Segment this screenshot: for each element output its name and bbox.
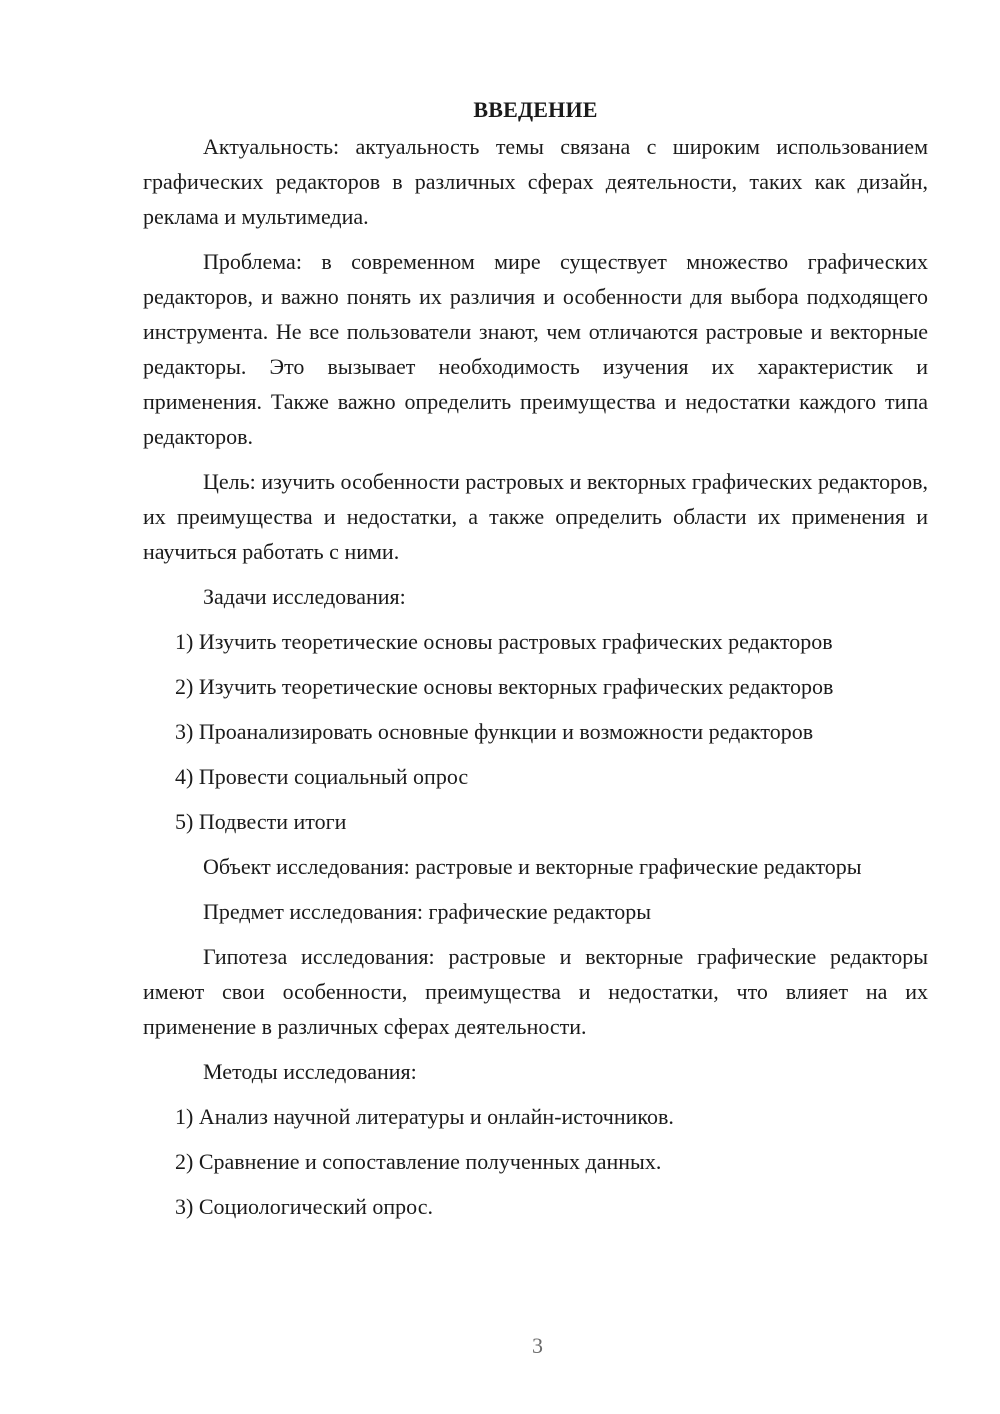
tasks-heading: Задачи исследования: (203, 584, 406, 609)
subject-paragraph: Предмет исследования: графические редакторы (203, 899, 652, 924)
list-item: 2) Изучить теоретические основы векторных графических редакторов (175, 674, 834, 699)
list-item: 3) Проанализировать основные функции и возможности редакторов (175, 719, 814, 744)
list-item: 1) Изучить теоретические основы растровых графических редакторов (175, 629, 833, 654)
tasks-list (143, 624, 928, 839)
problem-paragraph: Проблема: в современном мире существует множество графических редакторов, и важно понять их различия и особенности для выбора подходящего инструмента. Не все пользователи знают, чем отличаются растровые и векторные редакторы. Это вызывает необходимость изучения их характеристик и применения. Также важно определить преимущества и недостатки каждого типа редакторов. (143, 249, 928, 449)
object-paragraph: Объект исследования: растровые и векторные графические редакторы (203, 854, 862, 879)
document-page (143, 92, 928, 1234)
methods-heading: Методы исследования: (203, 1059, 417, 1084)
list-item: 1) Анализ научной литературы и онлайн-источников. (175, 1104, 674, 1129)
list-item: 2) Сравнение и сопоставление полученных данных. (175, 1149, 662, 1174)
list-item: 3) Социологический опрос. (175, 1194, 433, 1219)
page-number: 3 (532, 1333, 543, 1358)
methods-list (143, 1099, 928, 1224)
hypothesis-paragraph: Гипотеза исследования: растровые и векторные графические редакторы имеют свои особенности, преимущества и недостатки, что влияет на их применение в различных сферах деятельности. (143, 944, 928, 1039)
page-title: ВВЕДЕНИЕ (473, 97, 598, 122)
list-item: 5) Подвести итоги (175, 809, 347, 834)
list-item: 4) Провести социальный опрос (175, 764, 469, 789)
goal-paragraph: Цель: изучить особенности растровых и векторных графических редакторов, их преимущества и недостатки, а также определить области их применения и научиться работать с ними. (143, 469, 928, 564)
relevance-paragraph: Актуальность: актуальность темы связана с широким использованием графических редакторов в различных сферах деятельности, таких как дизайн, реклама и мультимедиа. (143, 134, 928, 229)
